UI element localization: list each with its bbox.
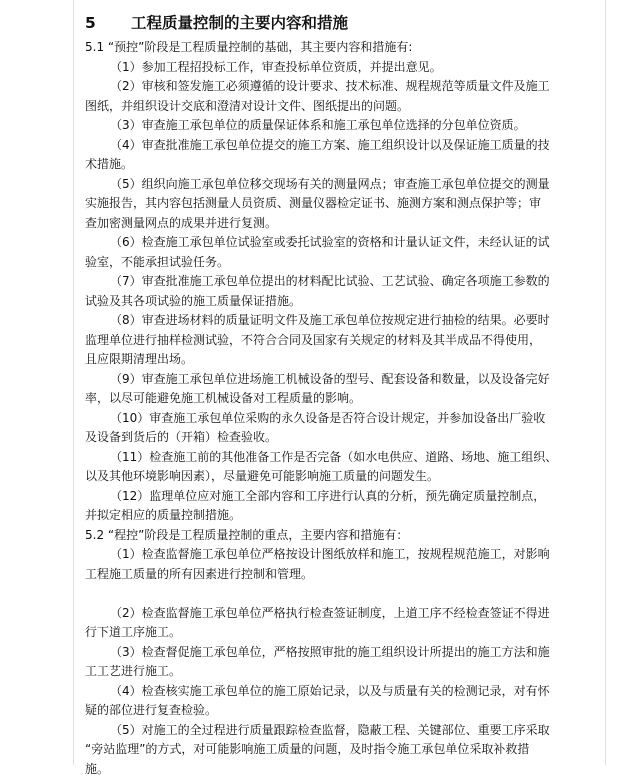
item-line-cont: 率，以尽可能避免施工机械设备对工程质量的影响。 — [85, 389, 585, 409]
item-line: （4）审查批准施工承包单位提交的施工方案、施工组织设计以及保证施工质量的技 — [85, 136, 585, 156]
item-line-cont: “旁站监理”的方式，对可能影响施工质量的问题，及时指令施工承包单位采取补救措 — [85, 740, 585, 760]
subsection-heading: 5.2 “程控”阶段是工程质量控制的重点，主要内容和措施有： — [85, 526, 585, 546]
subsection-heading: 5.1 “预控”阶段是工程质量控制的基础，其主要内容和措施有: — [85, 38, 585, 58]
item-line: （2）审核和签发施工必须遵循的设计要求、技术标准、规程规范等质量文件及施工 — [85, 77, 585, 97]
left-margin-line — [73, 0, 74, 765]
item-line: （6）检查施工承包单位试验室或委托试验室的资格和计量认证文件，未经认证的试 — [85, 233, 585, 253]
item-line-cont: 查加密测量网点的成果并进行复测。 — [85, 214, 585, 234]
section-title: 工程质量控制的主要内容和措施 — [131, 14, 348, 32]
section-heading — [85, 8, 585, 38]
item-line: （3）审查施工承包单位的质量保证体系和施工承包单位选择的分包单位资质。 — [85, 116, 585, 136]
item-line: （1）检查监督施工承包单位严格按设计图纸放样和施工，按规程规范施工，对影响 — [85, 545, 585, 565]
item-line-cont: 以及其他环境影响因素），尽量避免可能影响施工质量的问题发生。 — [85, 467, 585, 487]
item-line-cont: 施。 — [85, 760, 585, 779]
item-line: （5）组织向施工承包单位移交现场有关的测量网点；审查施工承包单位提交的测量 — [85, 175, 585, 195]
item-line-cont: 图纸，并组织设计交底和澄清对设计文件、图纸提出的问题。 — [85, 97, 585, 117]
item-line-cont: 行下道工序施工。 — [85, 623, 585, 643]
item-line-cont: 监理单位进行抽样检测试验，不符合合同及国家有关规定的材料及其半成品不得使用， — [85, 331, 585, 351]
item-line: （9）审查施工承包单位进场施工机械设备的型号、配套设备和数量，以及设备完好 — [85, 370, 585, 390]
item-line: （2）检查监督施工承包单位严格执行检查签证制度，上道工序不经检查签证不得进 — [85, 604, 585, 624]
item-line-cont: 术措施。 — [85, 155, 585, 175]
item-line: （11）检查施工前的其他准备工作是否完备（如水电供应、道路、场地、施工组织、 — [85, 448, 585, 468]
item-line-cont: 工工艺进行施工。 — [85, 662, 585, 682]
item-line-cont: 且应限期清理出场。 — [85, 350, 585, 370]
item-line: （10）审查施工承包单位采购的永久设备是否符合设计规定，并参加设备出厂验收 — [85, 409, 585, 429]
right-margin-line — [605, 0, 606, 765]
item-line-cont: 工程施工质量的所有因素进行控制和管理。 — [85, 565, 585, 585]
item-line: （12）监理单位应对施工全部内容和工序进行认真的分析，预先确定质量控制点， — [85, 487, 585, 507]
document-body — [85, 8, 585, 779]
item-line: （5）对施工的全过程进行质量跟踪检查监督，隐蔽工程、关键部位、重要工序采取 — [85, 721, 585, 741]
item-line-cont: 疑的部位进行复查检验。 — [85, 701, 585, 721]
section-number: 5 — [85, 8, 131, 38]
blank-line — [85, 584, 585, 604]
item-line-cont: 验室，不能承担试验任务。 — [85, 253, 585, 273]
item-line: （7）审查批准施工承包单位提出的材料配比试验、工艺试验、确定各项施工参数的 — [85, 272, 585, 292]
item-line: （4）检查核实施工承包单位的施工原始记录，以及与质量有关的检测记录，对有怀 — [85, 682, 585, 702]
item-line: （3）检查督促施工承包单位，严格按照审批的施工组织设计所提出的施工方法和施 — [85, 643, 585, 663]
item-line-cont: 并拟定相应的质量控制措施。 — [85, 506, 585, 526]
item-line: （1）参加工程招投标工作，审查投标单位资质，并提出意见。 — [85, 58, 585, 78]
item-line-cont: 试验及其各项试验的施工质量保证措施。 — [85, 292, 585, 312]
item-line-cont: 及设备到货后的（开箱）检查验收。 — [85, 428, 585, 448]
item-line-cont: 实施报告，其内容包括测量人员资质、测量仪器检定证书、施测方案和测点保护等；审 — [85, 194, 585, 214]
item-line: （8）审查进场材料的质量证明文件及施工承包单位按规定进行抽检的结果。必要时 — [85, 311, 585, 331]
